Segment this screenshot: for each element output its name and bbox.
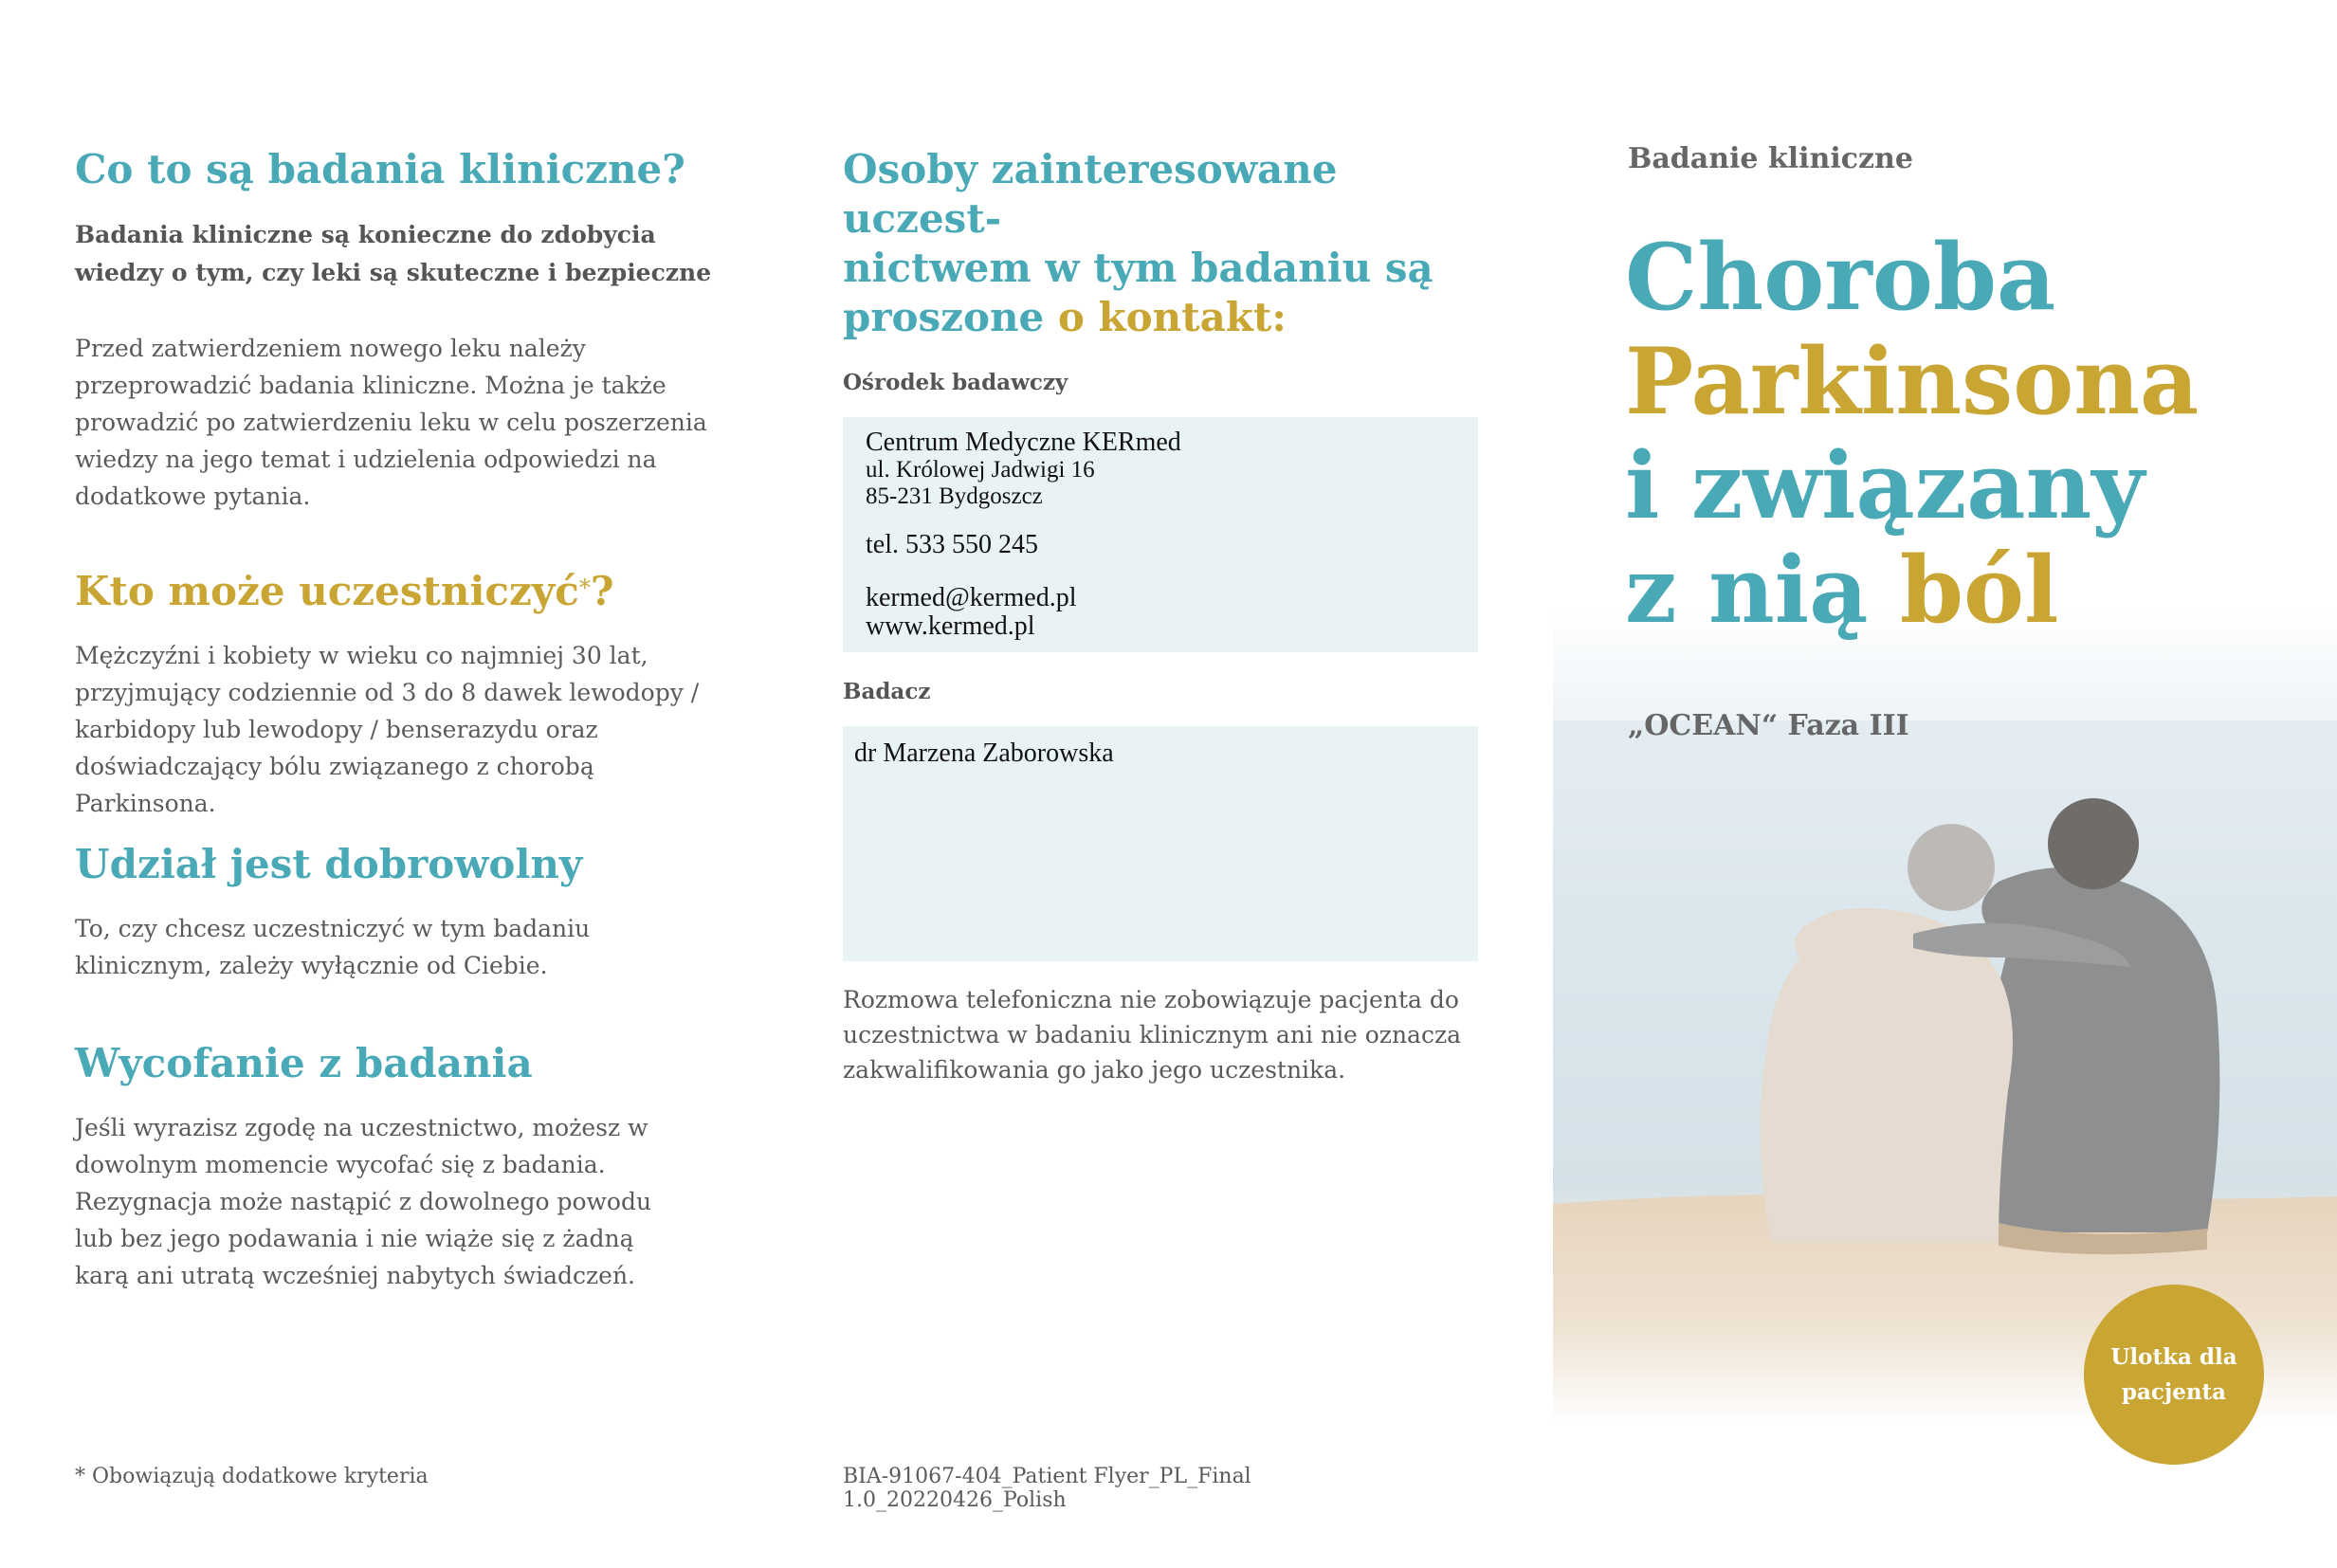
voluntary-body: To, czy chcesz uczestniczyć w tym badaniu klinicznym, zależy wyłącznie od Ciebie. <box>75 915 591 979</box>
research-site-box <box>843 417 1478 652</box>
who-can-participate-body: Mężczyźni i kobiety w wieku co najmniej 30 lat, przyjmujący codziennie od 3 do 8 dawek lewodopy / karbidopy lub lewodopy / benserazydu oraz doświadczający bólu związanego z chorobą Parkinsona. <box>75 642 700 817</box>
what-are-trials-heading: Co to są badania kliniczne? <box>75 146 685 192</box>
what-are-trials-lead: Badania kliniczne są konieczne do zdobycia wiedzy o tym, czy leki są skuteczne i bezpieczne <box>75 221 712 286</box>
cover-title-line-1: Choroba <box>1625 224 2056 331</box>
withdrawal-body: Jeśli wyrazisz zgodę na uczestnictwo, możesz w dowolnym momencie wycofać się z badania. Rezygnacja może nastąpić z dowolnego powodu lub bez jego podawania i nie wiąże się z żadną karą ani utratą wcześniej nabytych świadczeń. <box>75 1114 652 1289</box>
site-email[interactable]: kermed@kermed.pl <box>866 583 1077 612</box>
contact-heading-please: proszone <box>843 294 1045 340</box>
study-phase: „OCEAN“ Faza III <box>1628 709 1909 742</box>
phone-disclaimer: Rozmowa telefoniczna nie zobowiązuje pacjenta do uczestnictwa w badaniu klinicznym ani nie oznacza zakwalifikowania go jako jego uczestnika. <box>843 986 1462 1084</box>
site-street: ul. Królowej Jadwigi 16 <box>866 457 1095 483</box>
contact-heading-line-2: nictwem w tym badaniu są <box>843 245 1433 291</box>
cover-title-with-it: z nią <box>1625 537 1869 644</box>
what-are-trials-body: Przed zatwierdzeniem nowego leku należy przeprowadzić badania kliniczne. Można je także prowadzić po zatwierdzeniu leku w celu poszerzenia wiedzy na jego temat i udzielenia odpowiedzi na dodatkowe pytania. <box>75 335 707 510</box>
contact-heading-line-1: Osoby zainteresowane uczest- <box>843 146 1338 242</box>
who-can-participate-heading <box>75 567 613 616</box>
withdrawal-heading: Wycofanie z badania <box>75 1040 533 1086</box>
site-website[interactable]: www.kermed.pl <box>866 611 1035 641</box>
investigator-box <box>843 726 1478 961</box>
document-id: BIA-91067-404_Patient Flyer_PL_Final 1.0_20220426_Polish <box>843 1465 1251 1512</box>
research-site-label: Ośrodek badawczy <box>843 370 1068 395</box>
cover-title-line-4 <box>1625 538 2058 643</box>
cover-title-line-2: Parkinsona <box>1625 328 2200 435</box>
asterisk-mark: * <box>578 574 591 601</box>
who-can-participate-text: Kto może uczestniczyć <box>75 568 579 614</box>
investigator-name: dr Marzena Zaborowska <box>854 738 1114 768</box>
contact-heading-line-3 <box>843 293 1488 342</box>
investigator-label: Badacz <box>843 679 931 704</box>
cover-title-pain: ból <box>1899 537 2059 644</box>
contact-heading-contact: o kontakt <box>1057 294 1272 340</box>
voluntary-heading: Udział jest dobrowolny <box>75 841 583 887</box>
patient-leaflet-badge-text: Ulotka dla pacjenta <box>2110 1344 2237 1405</box>
site-city: 85-231 Bydgoszcz <box>866 483 1043 509</box>
cover-title-line-3: i związany <box>1625 432 2145 539</box>
cover-panel <box>1553 0 2337 1568</box>
site-name: Centrum Medyczne KERmed <box>866 428 1181 457</box>
patient-leaflet-badge <box>2084 1285 2264 1465</box>
footnote: * Obowiązują dodatkowe kryteria <box>75 1465 429 1488</box>
site-phone[interactable]: tel. 533 550 245 <box>866 530 1038 559</box>
contact-heading-colon: : <box>1271 294 1287 340</box>
contact-heading <box>843 145 1488 342</box>
cover-overline: Badanie kliniczne <box>1628 142 1913 175</box>
question-mark: ? <box>590 568 614 614</box>
